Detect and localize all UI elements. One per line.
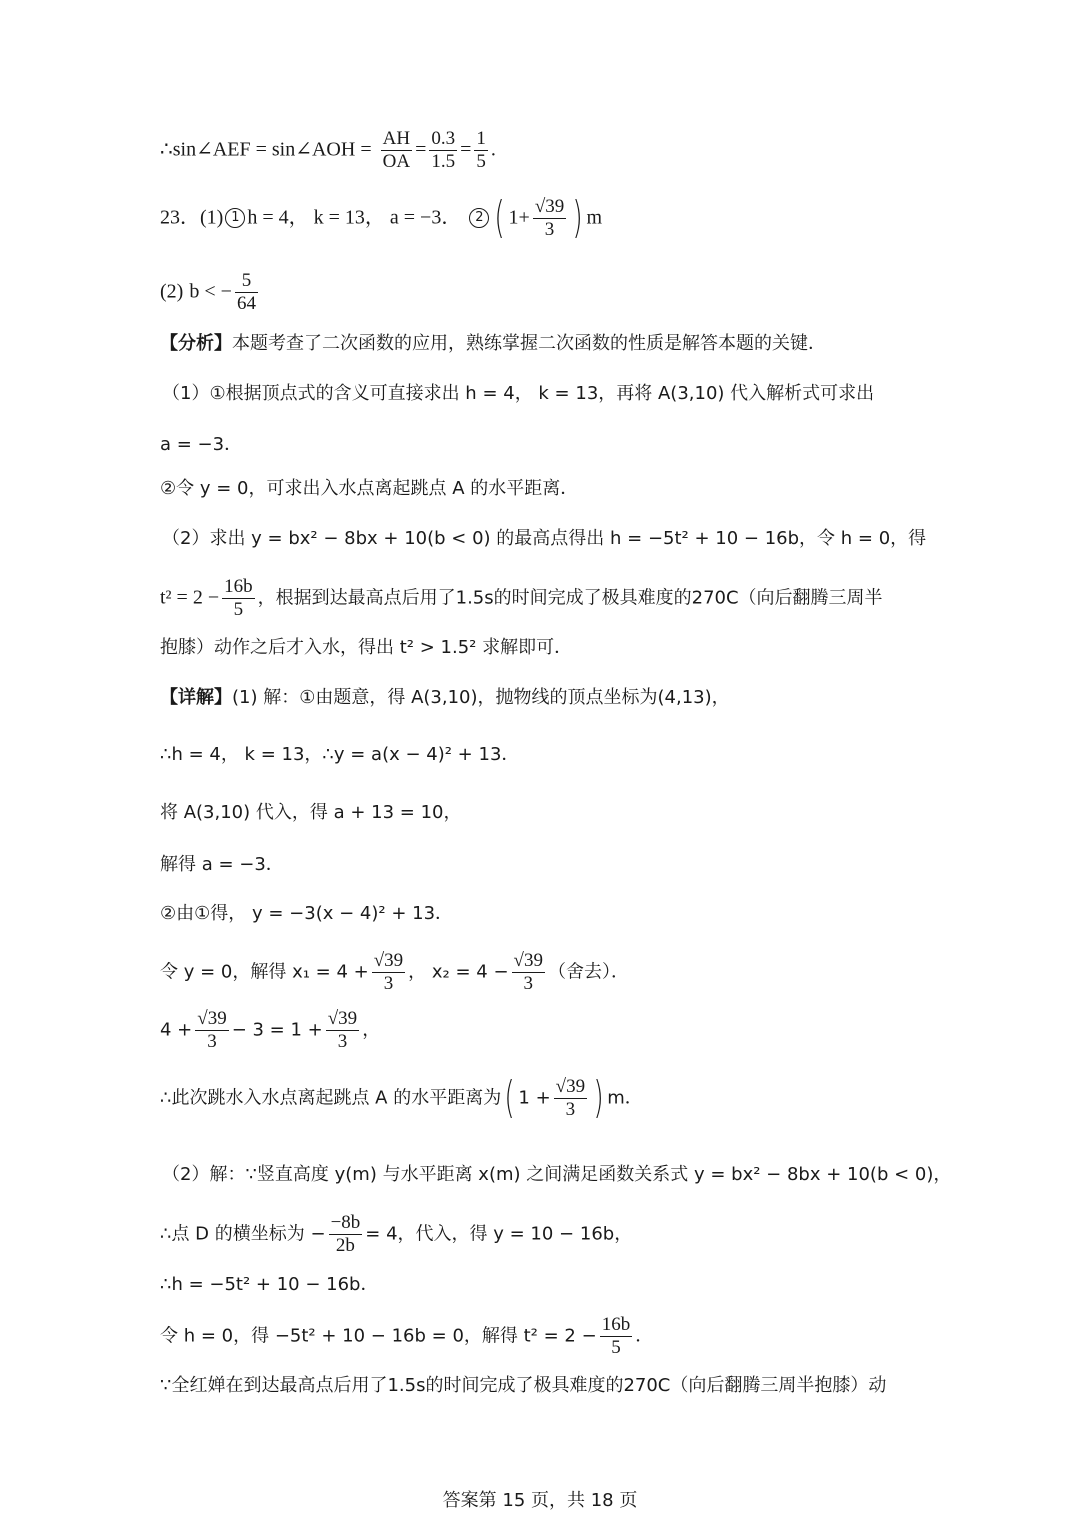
question-number: 23．(1)	[160, 206, 224, 229]
sin-equation-line: ∴sin∠AEF = sin∠AOH = $\frac{AH}{OA}$ = $\frac{0.3}{1.5}$ = $\frac{1}{5}$ .	[160, 128, 496, 172]
sqrt39-over-3-a: $\frac{√39}{3}$	[373, 950, 404, 994]
fraction-minus8b-2b: $\frac{-8b}{2b}$	[330, 1212, 361, 1256]
page-footer: 答案第 15 页，共 18 页	[442, 1490, 638, 1511]
circled-number-1: 1	[225, 208, 245, 228]
analysis-p5: 抱膝）动作之后才入水，得出 t² > 1.5² 求解即可．	[160, 637, 573, 658]
detail-l5: ②由①得， y = −3(x − 4)² + 13．	[160, 903, 454, 924]
detail-l10: ∴点 D 的横坐标为 − $\frac{-8b}{2b}$ = 4，代入，得 y = 10 − 16b，	[160, 1212, 633, 1256]
fraction-16b-5: $\frac{16b}{5}$	[224, 576, 253, 620]
fraction-5-64: $\frac{5}{64}$	[236, 270, 256, 314]
detail-l9: （2）解：∵竖直高度 y(m) 与水平距离 x(m) 之间满足函数关系式 y = bx² − 8bx + 10(b < 0)，	[162, 1164, 952, 1185]
sqrt39-over-3-c: $\frac{√39}{3}$	[197, 1008, 227, 1052]
question-23-part2-answer: (2) b < − $\frac{5}{64}$	[160, 270, 256, 314]
detail-l3: 将 A(3,10) 代入，得 a + 13 = 10，	[160, 802, 462, 823]
fraction-1-5: $\frac{1}{5}$	[476, 128, 486, 172]
sqrt39-over-3-b: $\frac{√39}{3}$	[513, 950, 543, 994]
sqrt39-over-3-e: $\frac{√39}{3}$	[555, 1076, 586, 1120]
analysis-p3: （2）求出 y = bx² − 8bx + 10(b < 0) 的最高点得出 h = −5t² + 10 − 16b，令 h = 0，得	[162, 528, 927, 549]
circled-number-2: 2	[469, 208, 489, 228]
detail-tag: 【详解】	[160, 687, 232, 708]
sin-prefix: ∴sin∠AEF = sin∠AOH =	[160, 138, 372, 161]
detail-l6: 令 y = 0，解得 x₁ = 4 + $\frac{√39}{3}$ ， x₂ = 4 − $\frac{√39}{3}$ （舍去）．	[160, 950, 629, 994]
analysis-p2: ②令 y = 0，可求出入水点离起跳点 A 的水平距离．	[160, 478, 579, 499]
detail-l11: ∴h = −5t² + 10 − 16b．	[160, 1274, 379, 1295]
detail-l12: 令 h = 0，得 −5t² + 10 − 16b = 0，解得 t² = 2 − $\frac{16b}{5}$ ．	[160, 1314, 654, 1358]
part1-answer: h = 4， k = 13， a = −3．	[247, 206, 462, 229]
analysis-p4: t² = 2 − $\frac{16b}{5}$ ，根据到达最高点后用了1.5s的时间完成了极具难度的270C（向后翻腾三周半	[160, 576, 883, 620]
analysis-p1b: a = −3．	[160, 434, 243, 455]
sqrt39-over-3-d: $\frac{√39}{3}$	[327, 1008, 358, 1052]
detail-l1: 【详解】(1) 解：①由题意，得 A(3,10)，抛物线的顶点坐标为(4,13)，	[160, 687, 730, 708]
detail-l13: ∵全红婵在到达最高点后用了1.5s的时间完成了极具难度的270C（向后翻腾三周半抱膝）动	[160, 1375, 887, 1396]
fraction-03-15: $\frac{0.3}{1.5}$	[431, 128, 456, 172]
fraction-16b-5-b: $\frac{16b}{5}$	[601, 1314, 631, 1358]
fraction-ah-oa: $\frac{AH}{OA}$	[382, 128, 411, 172]
unit-m: m	[586, 206, 602, 229]
detail-l8: ∴此次跳水入水点离起跳点 A 的水平距离为( 1 + $\frac{√39}{3}$ ) m．	[160, 1072, 643, 1124]
analysis-p1a: （1）①根据顶点式的含义可直接求出 h = 4， k = 13，再将 A(3,10) 代入解析式可求出	[162, 383, 875, 404]
detail-l2: ∴h = 4， k = 13，∴y = a(x − 4)² + 13．	[160, 744, 520, 765]
question-23-answer: 23．(1) 1 h = 4， k = 13， a = −3． 2 ( 1+ $\frac{√39}{3}$ ) m	[160, 192, 602, 244]
detail-l7: 4 + $\frac{√39}{3}$ − 3 = 1 + $\frac{√39}{3}$ ，	[160, 1008, 381, 1052]
analysis-heading: 【分析】本题考查了二次函数的应用，熟练掌握二次函数的性质是解答本题的关键．	[160, 333, 826, 354]
sqrt39-over-3: $\frac{√39}{3}$	[534, 196, 565, 240]
analysis-tag: 【分析】	[160, 333, 232, 354]
detail-l4: 解得 a = −3．	[160, 854, 284, 875]
